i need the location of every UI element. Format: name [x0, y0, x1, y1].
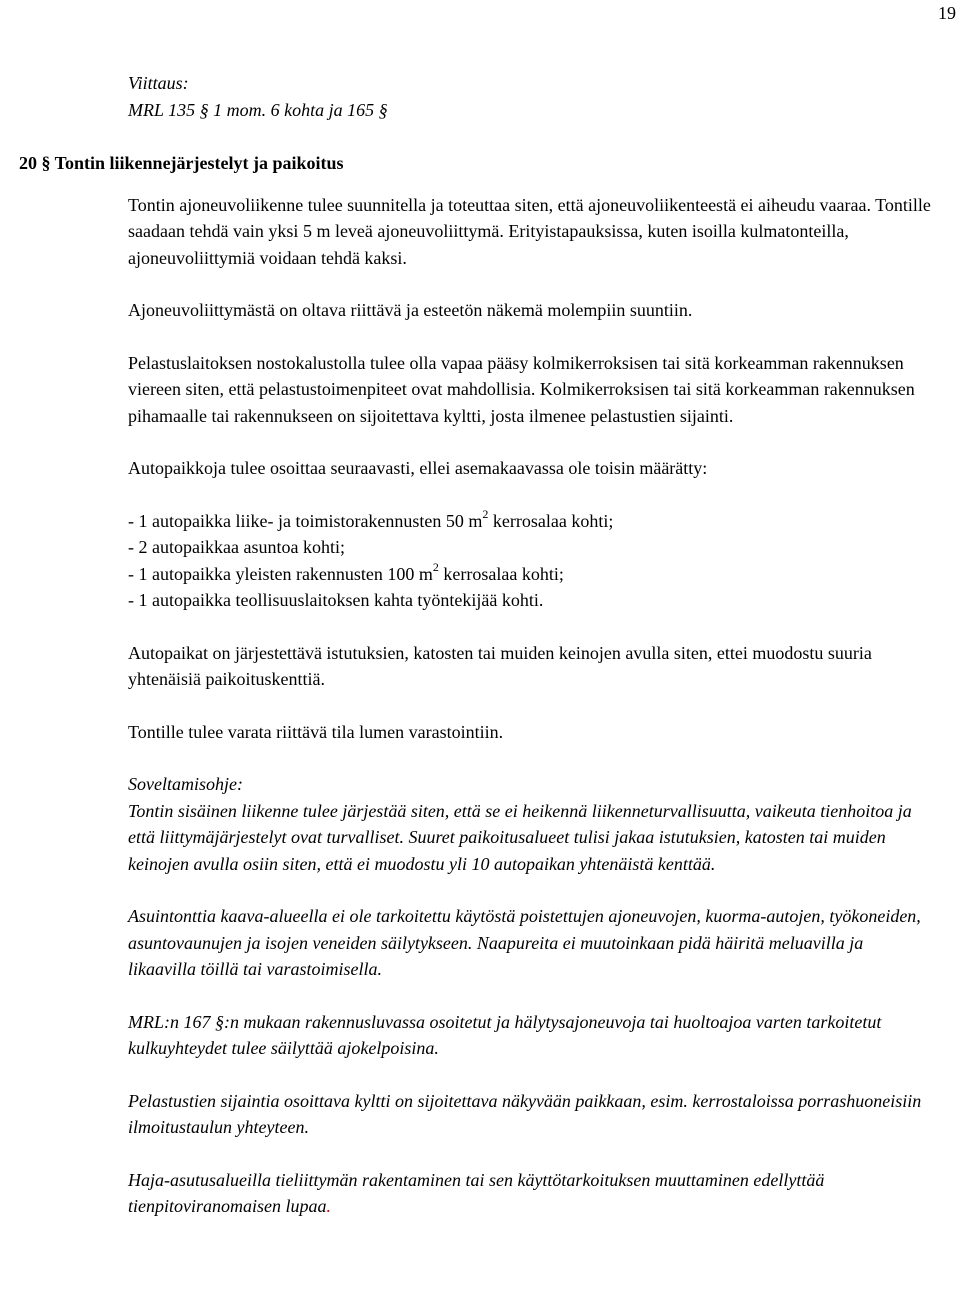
spacer	[128, 271, 933, 297]
reference-text: MRL 135 § 1 mom. 6 kohta ja 165 §	[128, 99, 388, 120]
spacer	[128, 877, 933, 903]
spacer	[128, 614, 933, 640]
paragraph-rescue-access: Pelastuslaitoksen nostokalustolla tulee olla vapaa pääsy kolmikerroksisen tai sitä korkeamman rakennuksen viereen siten, että pelastustoimenpiteet ovat mahdollisia. Kolmikerroksisen tai sitä korkeamman rakennuksen pihamaalle tai rakennukseen on sijoitettava kyltti, josta ilmenee pelastustien sijainti.	[128, 352, 915, 426]
parking-list-item	[128, 561, 933, 588]
spacer	[128, 693, 933, 719]
guidance-paragraph	[128, 1167, 933, 1220]
spacer	[128, 177, 933, 192]
page-number: 19	[938, 3, 956, 23]
document-body	[19, 70, 933, 1220]
paragraph-vehicle-access: Tontin ajoneuvoliikenne tulee suunnitella ja toteuttaa siten, että ajoneuvoliikenteestä ei aiheudu vaaraa. Tontille saadaan tehdä vain yksi 5 m leveä ajoneuvoliittymä. Erityistapauksissa, kuten isoilla kulmatonteilla, ajoneuvoliittymiä voidaan tehdä kaksi.	[128, 194, 931, 268]
guidance-paragraph: Pelastustien sijaintia osoittava kyltti on sijoitettava näkyvään paikkaan, esim. kerrostaloissa porrashuoneisiin ilmoitustaulun yhteyteen.	[128, 1090, 922, 1137]
spacer	[128, 745, 933, 771]
paragraph-parking-intro: Autopaikkoja tulee osoittaa seuraavasti, ellei asemakaavassa ole toisin määrätty:	[128, 458, 708, 478]
paragraph-parking-layout: Autopaikat on järjestettävä istutuksien, katosten tai muiden keinojen avulla siten, ettei muodostu suuria yhtenäisiä paikoituskenttiä.	[128, 642, 872, 689]
parking-list-item	[128, 508, 933, 535]
guidance-paragraph: Asuintonttia kaava-alueella ei ole tarkoitettu käytöstä poistettujen ajoneuvojen, kuorma-autojen, työkoneiden, asuntovaunujen ja isojen veneiden säilytykseen. Naapureita ei muutoinkaan pidä häiritä meluavilla ja likaavilla töillä tai varastoimisella.	[128, 906, 921, 979]
parking-list-item: - 2 autopaikkaa asuntoa kohti;	[128, 537, 345, 557]
reference-label: Viittaus:	[128, 73, 189, 93]
spacer	[128, 1062, 933, 1088]
parking-list-item-text: kerrosalaa kohti;	[438, 563, 564, 584]
spacer	[128, 482, 933, 508]
superscript: 2	[482, 506, 489, 521]
parking-list-item-text: - 1 autopaikka yleisten rakennusten 100 m	[128, 563, 433, 584]
parking-list-item-text: - 1 autopaikka liike- ja toimistorakennusten 50 m	[128, 510, 483, 531]
spacer	[128, 1141, 933, 1167]
parking-list-item-text: kerrosalaa kohti;	[488, 510, 614, 531]
spacer	[128, 429, 933, 455]
section-title: 20 § Tontin liikennejärjestelyt ja paikoitus	[19, 153, 344, 173]
superscript: 2	[432, 559, 439, 574]
guidance-period: .	[326, 1196, 331, 1216]
guidance-text: Haja-asutusalueilla tieliittymän rakentaminen tai sen käyttötarkoituksen muuttaminen edellyttää tienpitoviranomaisen lupaa	[128, 1169, 825, 1216]
spacer	[128, 324, 933, 350]
guidance-paragraph: Tontin sisäinen liikenne tulee järjestää siten, että se ei heikennä liikenneturvallisuutta, vaikeuta tienhoitoa ja että liittymäjärjestelyt ovat turvalliset. Suuret paikoitusalueet tulisi jakaa istutuksien, katosten tai muiden keinojen avulla osiin siten, että ei muodostu yli 10 autopaikan yhtenäistä kenttää.	[128, 800, 912, 874]
spacer	[128, 983, 933, 1009]
spacer	[128, 123, 933, 150]
paragraph-visibility: Ajoneuvoliittymästä on oltava riittävä ja esteetön näkemä molempiin suuntiin.	[128, 300, 693, 320]
guidance-label: Soveltamisohje:	[128, 774, 243, 794]
guidance-paragraph: MRL:n 167 §:n mukaan rakennusluvassa osoitetut ja hälytysajoneuvoja tai huoltoajoa varten tarkoitetut kulkuyhteydet tulee säilyttää ajokelpoisina.	[128, 1011, 882, 1058]
paragraph-snow-storage: Tontille tulee varata riittävä tila lumen varastointiin.	[128, 721, 504, 742]
parking-list-item: - 1 autopaikka teollisuuslaitoksen kahta työntekijää kohti.	[128, 590, 544, 610]
